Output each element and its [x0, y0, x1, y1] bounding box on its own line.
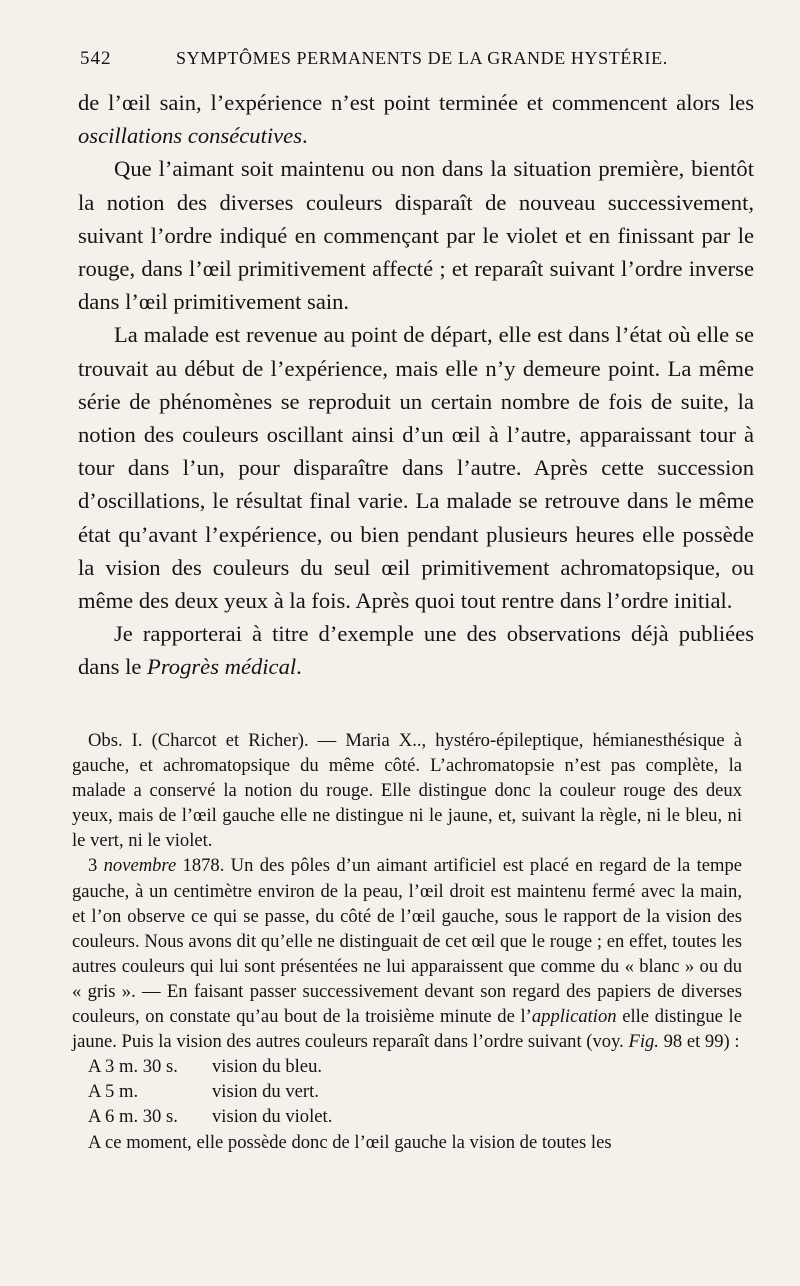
text-run: 1878. Un des pôles d’un aimant artificiel est placé en regard de la tempe gauche, à un centimètre environ de la peau, l’œil droit est maintenu fermé avec la main, et l’on observe ce qui se passe, du côté de l’œil gauche, sous le rapport de la vision des couleurs. Nous avons dit qu’elle ne distinguait de cet œil que le rouge ; en effet, toutes les autres couleurs qui lui sont présentées ne lui apparaissent que comme du « blanc » ou du « gris ». — En faisant passer successivement devant son regard des papiers de diverses couleurs, on constate qu’au bout de la troisième minute de l’ — [72, 855, 742, 1028]
observation-conclusion: A ce moment, elle possède donc de l’œil gauche la vision de toutes les — [88, 1131, 612, 1153]
text-run: . — [296, 654, 302, 680]
timeline-row — [88, 1054, 742, 1079]
italic-date: novembre — [103, 855, 177, 877]
paragraph-aimant: Que l’aimant soit maintenu ou non dans la situation première, bientôt la notion des diverses couleurs disparaît de nouveau successivement, suivant l’ordre indiqué en commençant par le violet et en finissant par le rouge, dans l’œil primitivement affecté ; et reparaît suivant l’ordre inverse dans l’œil primitivement sain. — [78, 156, 754, 315]
result-label: vision du bleu. — [212, 1056, 323, 1078]
page-header — [80, 48, 752, 78]
paragraph-malade: La malade est revenue au point de départ, elle est dans l’état où elle se trouvait au début de l’expérience, mais elle n’y demeure point. La même série de phénomènes se reproduit un certain nombre de fois de suite, la notion des couleurs oscillant ainsi d’un œil à l’autre, apparaissant tour à tour dans l’un, pour disparaître dans l’autre. Après cette succession d’oscillations, le résultat final varie. La malade se retrouve dans le même état qu’avant l’expérience, ou bien pendant plusieurs heures elle possède la vision des couleurs du seul œil primitivement achromatopsique, ou même des deux yeux à la fois. Après quoi tout rentre dans l’ordre initial. — [78, 322, 754, 614]
timeline-row — [88, 1079, 742, 1104]
timeline-row — [88, 1104, 742, 1129]
paragraph-exemple — [78, 617, 754, 683]
text-run: . — [302, 123, 308, 149]
main-text — [78, 86, 754, 684]
page-number: 542 — [80, 48, 112, 69]
text-run: 3 — [88, 855, 104, 877]
text-run: Je rapporterai à titre d’exemple une des observations déjà publiées dans le — [78, 621, 754, 680]
italic-term: oscillations consécutives — [78, 123, 303, 149]
paragraph-continuation — [78, 86, 754, 152]
time-label: A 5 m. — [88, 1081, 139, 1103]
result-label: vision du vert. — [212, 1081, 319, 1103]
journal-title: Progrès médical — [147, 654, 297, 680]
figure-ref: Fig. — [628, 1031, 659, 1053]
text-run: 98 et 99) : — [658, 1031, 740, 1053]
result-label: vision du violet. — [212, 1106, 333, 1128]
observation-intro: Obs. I. (Charcot et Richer). — Maria X.., hystéro-épileptique, hémianesthésique à gauche, et achromatopsique du même côté. L’achromatopsie n’est pas complète, la malade a conservé la notion du rouge. Elle distingue donc la couleur rouge des deux yeux, mais de l’œil gauche elle ne distingue ni le jaune, et, suivant la règle, ni le bleu, ni le vert, ni le violet. — [72, 730, 742, 852]
running-title: SYMPTÔMES PERMANENTS DE LA GRANDE HYSTÉRIE. — [176, 48, 668, 68]
text-run: elle distingue le jaune. Puis la vision des autres couleurs reparaît dans l’ordre suivant (voy. — [72, 1006, 742, 1053]
observation-block — [72, 728, 742, 1155]
time-label: A 6 m. 30 s. — [88, 1106, 178, 1128]
observation-procedure — [72, 853, 742, 1054]
italic-term: application — [531, 1006, 617, 1028]
time-label: A 3 m. 30 s. — [88, 1056, 178, 1078]
text-run: de l’œil sain, l’expérience n’est point terminée et commencent alors les — [78, 90, 754, 115]
